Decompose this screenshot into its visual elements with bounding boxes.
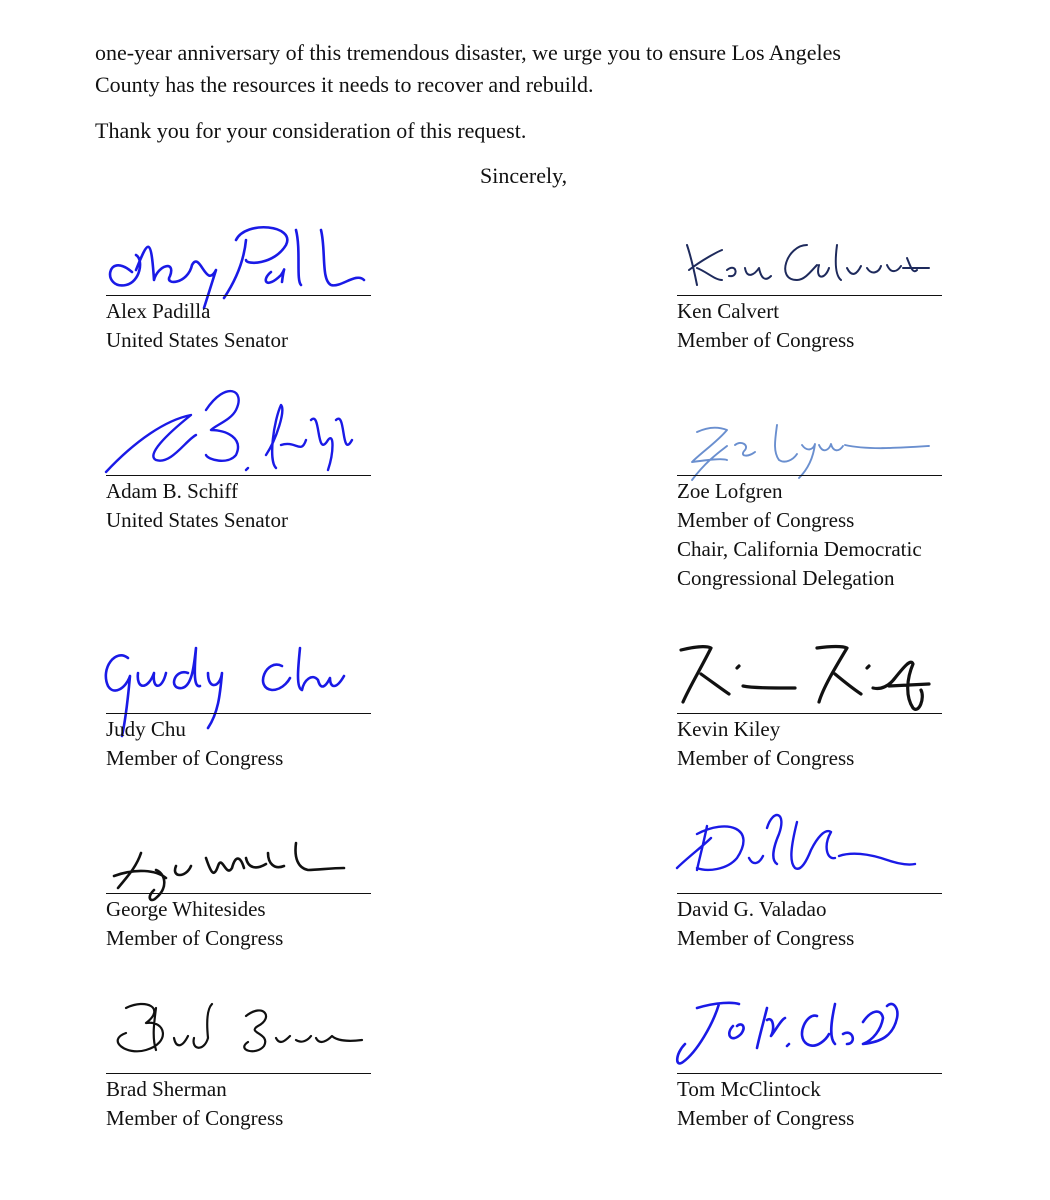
handwritten-signature-icon (667, 978, 957, 1078)
handwritten-signature-icon (667, 798, 957, 898)
handwritten-signature-icon (96, 380, 386, 480)
signature-line (677, 1073, 942, 1074)
signatory-title: Member of Congress (677, 746, 855, 770)
signatory-name: Alex Padilla (106, 299, 211, 323)
signatory-name: Tom McClintock (677, 1077, 821, 1101)
signatory-title: Member of Congress (677, 508, 855, 532)
closing-salutation: Sincerely, (480, 163, 568, 188)
signatory-name: Adam B. Schiff (106, 479, 239, 503)
signature-line (106, 1073, 371, 1074)
signatory-title: Member of Congress (677, 1106, 855, 1130)
body-paragraph-1-line-2: County has the resources it needs to recover and rebuild. (95, 72, 594, 97)
signature-line (106, 713, 371, 714)
handwritten-signature-icon (667, 618, 957, 718)
signature-line (106, 893, 371, 894)
body-paragraph-2: Thank you for your consideration of this request. (95, 118, 527, 143)
signature-line (677, 713, 942, 714)
signature-line (106, 475, 371, 476)
signatory-title: Congressional Delegation (677, 566, 895, 590)
handwritten-signature-icon (96, 978, 386, 1078)
handwritten-signature-icon (96, 618, 386, 718)
signatory-title: Member of Congress (677, 926, 855, 950)
signature-line (677, 295, 942, 296)
signatory-name: Judy Chu (106, 717, 186, 741)
signatory-name: Kevin Kiley (677, 717, 781, 741)
signatory-name: Ken Calvert (677, 299, 780, 323)
signature-line (677, 893, 942, 894)
handwritten-signature-icon (96, 798, 386, 898)
signatory-title: Chair, California Democratic (677, 537, 922, 561)
signature-line (677, 475, 942, 476)
signatory-title: Member of Congress (106, 926, 284, 950)
signatory-name: David G. Valadao (677, 897, 827, 921)
signatory-title: Member of Congress (106, 1106, 284, 1130)
signatory-title: United States Senator (106, 508, 288, 532)
signatory-title: Member of Congress (677, 328, 855, 352)
signatory-name: Zoe Lofgren (677, 479, 783, 503)
signatory-title: Member of Congress (106, 746, 284, 770)
body-paragraph-1-line-1: one-year anniversary of this tremendous disaster, we urge you to ensure Los Angeles (95, 40, 841, 65)
signature-line (106, 295, 371, 296)
signatory-name: George Whitesides (106, 897, 266, 921)
signatory-title: United States Senator (106, 328, 288, 352)
signatory-name: Brad Sherman (106, 1077, 227, 1101)
